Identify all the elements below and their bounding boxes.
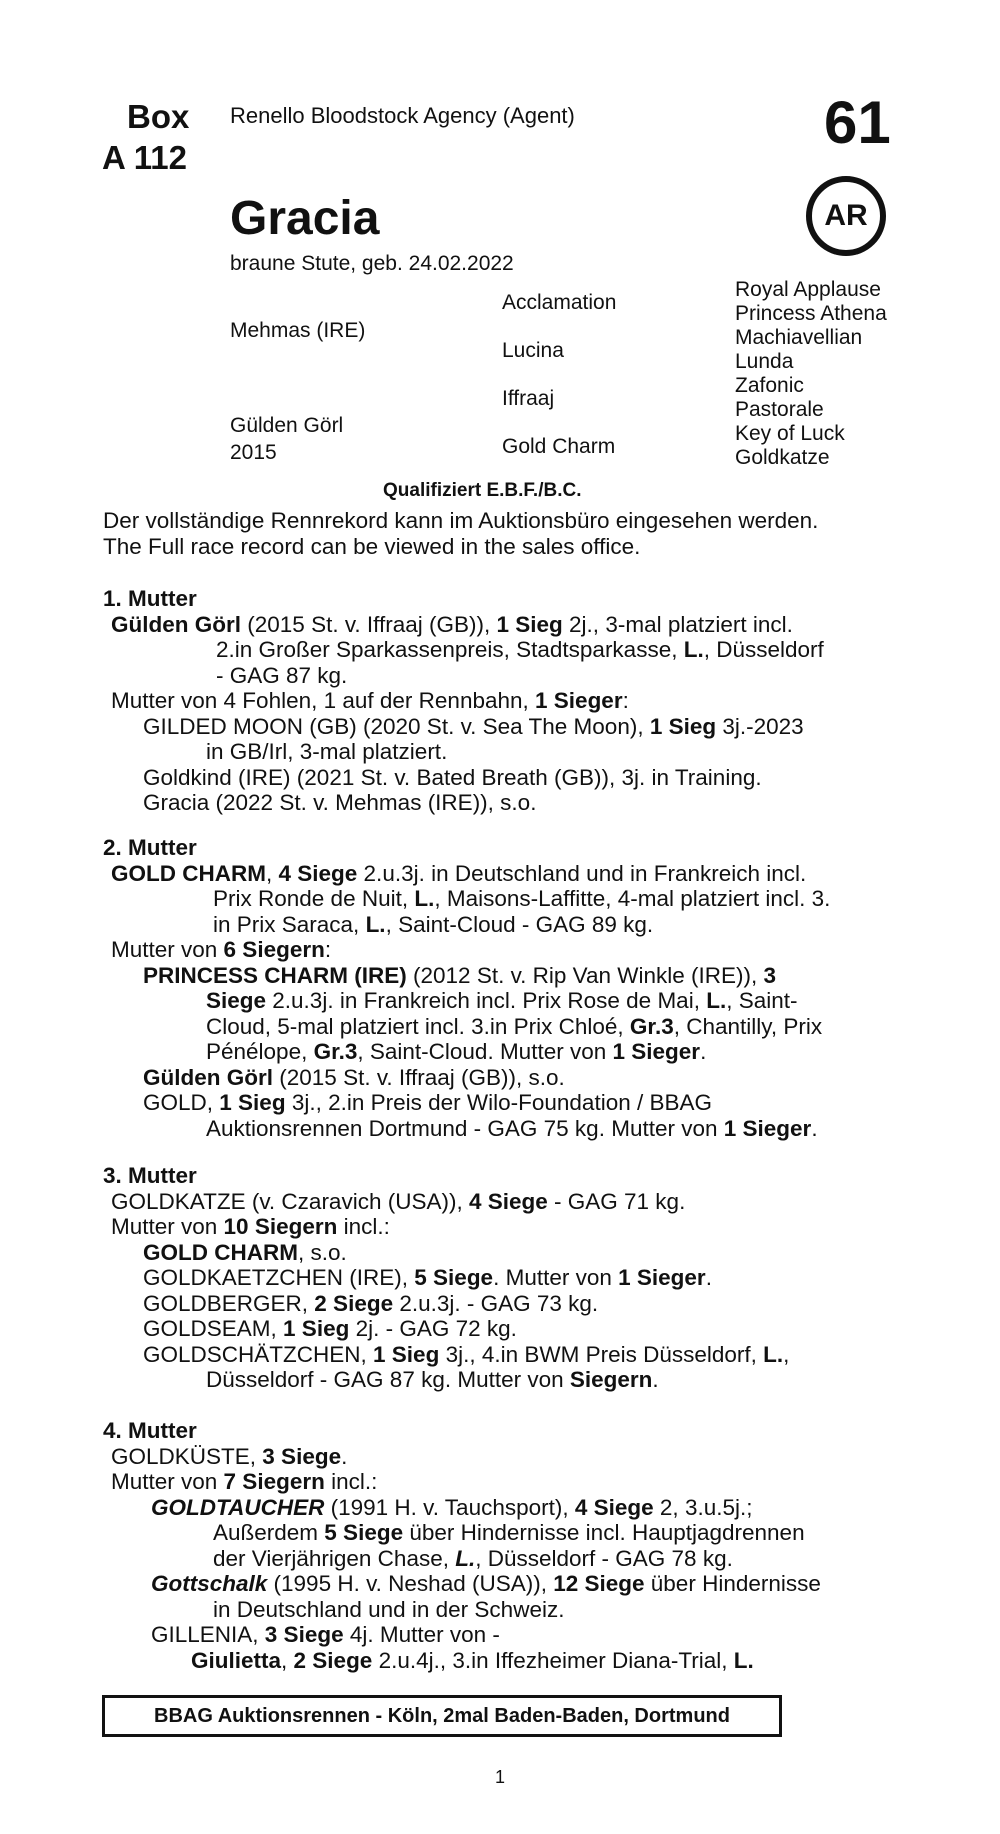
- great-grandparent: Lunda: [735, 350, 794, 373]
- great-grandparent: Royal Applause: [735, 278, 881, 301]
- dam-year: 2015: [230, 441, 277, 464]
- section-heading: 3. Mutter: [103, 1163, 197, 1188]
- offspring-entry: GOLD, 1 Sieg 3j., 2.in Preis der Wilo-Foundation / BBAG: [143, 1090, 712, 1115]
- offspring-entry: Goldkind (IRE) (2021 St. v. Bated Breath (GB)), 3j. in Training.: [143, 764, 762, 790]
- grandparent: Lucina: [502, 339, 564, 362]
- ar-badge: AR: [806, 176, 886, 256]
- offspring-entry: GOLDBERGER, 2 Siege 2.u.3j. - GAG 73 kg.: [143, 1290, 599, 1316]
- auction-races-box: BBAG Auktionsrennen - Köln, 2mal Baden-Baden, Dortmund: [102, 1695, 782, 1737]
- section-mutter-2: 2. Mutter GOLD CHARM, 4 Siege 2.u.3j. in Deutschland und in Frankreich incl. Prix Ronde de Nuit, L., Maisons-Laffitte, 4-mal platziert incl. 3. in Prix Saraca, L., Saint-Cloud - GAG 89 kg. Mutter von 6 Siegern: PRINCESS CHARM (IRE) (2012 St. v. Rip Van Winkle (IRE)), 3 Siege 2.u.3j. in Frankreich incl. Prix Rose de Mai, L., Saint- Cloud, 5-mal platziert incl. 3.in Prix Chloé, Gr.3, Chantilly, Prix Pénélope, Gr.3, Saint-Cloud. Mutter von 1 Sieger. Gülden Görl (2015 St. v. Iffraaj (GB)), s.o. GOLD, 1 Sieg 3j., 2.in Preis der Wilo-Foundation / BBAG Auktionsrennen Dortmund - GAG 75 kg. Mutter von 1 Sieger.: [103, 835, 831, 1141]
- page-number: 1: [494, 1767, 505, 1787]
- offspring-summary: Mutter von 4 Fohlen, 1 auf der Rennbahn, 1 Sieger:: [111, 688, 629, 713]
- horse-details: braune Stute, geb. 24.02.2022: [230, 252, 514, 275]
- offspring-entry: Gülden Görl (2015 St. v. Iffraaj (GB)), s.o.: [143, 1064, 565, 1090]
- lot-number: 61: [824, 89, 891, 156]
- box-number: A 112: [102, 139, 188, 176]
- great-grandparent: Key of Luck: [735, 422, 845, 445]
- sire: Mehmas (IRE): [230, 319, 366, 342]
- offspring-entry: GOLDSEAM, 1 Sieg 2j. - GAG 72 kg.: [143, 1316, 517, 1341]
- qualification: Qualifiziert E.B.F./B.C.: [383, 480, 582, 501]
- offspring-summary: Mutter von 7 Siegern incl.:: [111, 1469, 378, 1494]
- notice-en: The Full race record can be viewed in the sales office.: [103, 534, 641, 559]
- dam-entry: GOLDKATZE (v. Czaravich (USA)), 4 Siege - GAG 71 kg.: [111, 1188, 686, 1214]
- notice-de: Der vollständige Rennrekord kann im Auktionsbüro eingesehen werden.: [103, 508, 819, 533]
- great-grandparent: Zafonic: [735, 374, 804, 397]
- offspring-entry: GILDED MOON (GB) (2020 St. v. Sea The Moon), 1 Sieg 3j.-2023: [143, 713, 804, 739]
- offspring-entry: PRINCESS CHARM (IRE) (2012 St. v. Rip Van Winkle (IRE)), 3: [143, 962, 777, 988]
- horse-name: Gracia: [230, 192, 380, 245]
- section-mutter-1: 1. Mutter Gülden Görl (2015 St. v. Iffraaj (GB)), 1 Sieg 2j., 3-mal platziert incl. 2.in Großer Sparkassenpreis, Stadtsparkasse, L., Düsseldorf - GAG 87 kg. Mutter von 4 Fohlen, 1 auf der Rennbahn, 1 Sieger: GILDED MOON (GB) (2020 St. v. Sea The Moon), 1 Sieg 3j.-2023 in GB/Irl, 3-mal platziert. Goldkind (IRE) (2021 St. v. Bated Breath (GB)), 3j. in Training. Gracia (2022 St. v. Mehmas (IRE)), s.o.: [103, 586, 824, 815]
- agent: Renello Bloodstock Agency (Agent): [230, 103, 575, 128]
- grandparent: Iffraaj: [502, 387, 555, 410]
- dam: Gülden Görl: [230, 414, 344, 437]
- offspring-entry: GILLENIA, 3 Siege 4j. Mutter von -: [151, 1622, 500, 1647]
- great-grandparent: Pastorale: [735, 398, 824, 421]
- great-grandparent: Machiavellian: [735, 326, 863, 349]
- box-label: Box: [127, 98, 190, 135]
- grandparent: Gold Charm: [502, 435, 616, 458]
- section-mutter-4: 4. Mutter GOLDKÜSTE, 3 Siege. Mutter von 7 Siegern incl.: GOLDTAUCHER (1991 H. v. Tauchsport), 4 Siege 2, 3.u.5j.; Außerdem 5 Siege über Hindernisse incl. Hauptjagdrennen der Vierjährigen Chase, L., Düsseldorf - GAG 78 kg. Gottschalk (1995 H. v. Neshad (USA)), 12 Siege über Hindernisse in Deutschland und in der Schweiz. GILLENIA, 3 Siege 4j. Mutter von - Giulietta, 2 Siege 2.u.4j., 3.in Iffezheimer Diana-Trial, L.: [103, 1418, 821, 1673]
- offspring-summary: Mutter von 6 Siegern:: [111, 937, 332, 962]
- section-heading: 1. Mutter: [103, 586, 197, 611]
- section-heading: 4. Mutter: [103, 1418, 197, 1443]
- offspring-entry: Gracia (2022 St. v. Mehmas (IRE)), s.o.: [143, 790, 537, 815]
- dam-entry: Gülden Görl (2015 St. v. Iffraaj (GB)), 1 Sieg 2j., 3-mal platziert incl.: [111, 611, 793, 637]
- great-grandparent: Princess Athena: [735, 302, 887, 325]
- offspring-entry: GOLDTAUCHER (1991 H. v. Tauchsport), 4 Siege 2, 3.u.5j.;: [151, 1494, 753, 1520]
- offspring-summary: Mutter von 10 Siegern incl.:: [111, 1214, 390, 1239]
- great-grandparent: Goldkatze: [735, 446, 830, 469]
- offspring-entry: Gottschalk (1995 H. v. Neshad (USA)), 12 Siege über Hindernisse: [151, 1571, 821, 1596]
- section-heading: 2. Mutter: [103, 835, 197, 860]
- grandparent: Acclamation: [502, 291, 617, 314]
- offspring-entry: Giulietta, 2 Siege 2.u.4j., 3.in Iffezheimer Diana-Trial, L.: [191, 1647, 754, 1673]
- offspring-entry: GOLDSCHÄTZCHEN, 1 Sieg 3j., 4.in BWM Preis Düsseldorf, L.,: [143, 1341, 790, 1367]
- dam-entry: GOLD CHARM, 4 Siege 2.u.3j. in Deutschland und in Frankreich incl.: [111, 860, 807, 886]
- offspring-entry: GOLD CHARM, s.o.: [143, 1239, 347, 1265]
- dam-entry: GOLDKÜSTE, 3 Siege.: [111, 1443, 348, 1469]
- offspring-entry: GOLDKAETZCHEN (IRE), 5 Siege. Mutter von 1 Sieger.: [143, 1265, 712, 1290]
- section-mutter-3: 3. Mutter GOLDKATZE (v. Czaravich (USA)), 4 Siege - GAG 71 kg. Mutter von 10 Siegern incl.: GOLD CHARM, s.o. GOLDKAETZCHEN (IRE), 5 Siege. Mutter von 1 Sieger. GOLDBERGER, 2 Siege 2.u.3j. - GAG 73 kg. GOLDSEAM, 1 Sieg 2j. - GAG 72 kg. GOLDSCHÄTZCHEN, 1 Sieg 3j., 4.in BWM Preis Düsseldorf, L., Düsseldorf - GAG 87 kg. Mutter von Siegern.: [103, 1163, 790, 1392]
